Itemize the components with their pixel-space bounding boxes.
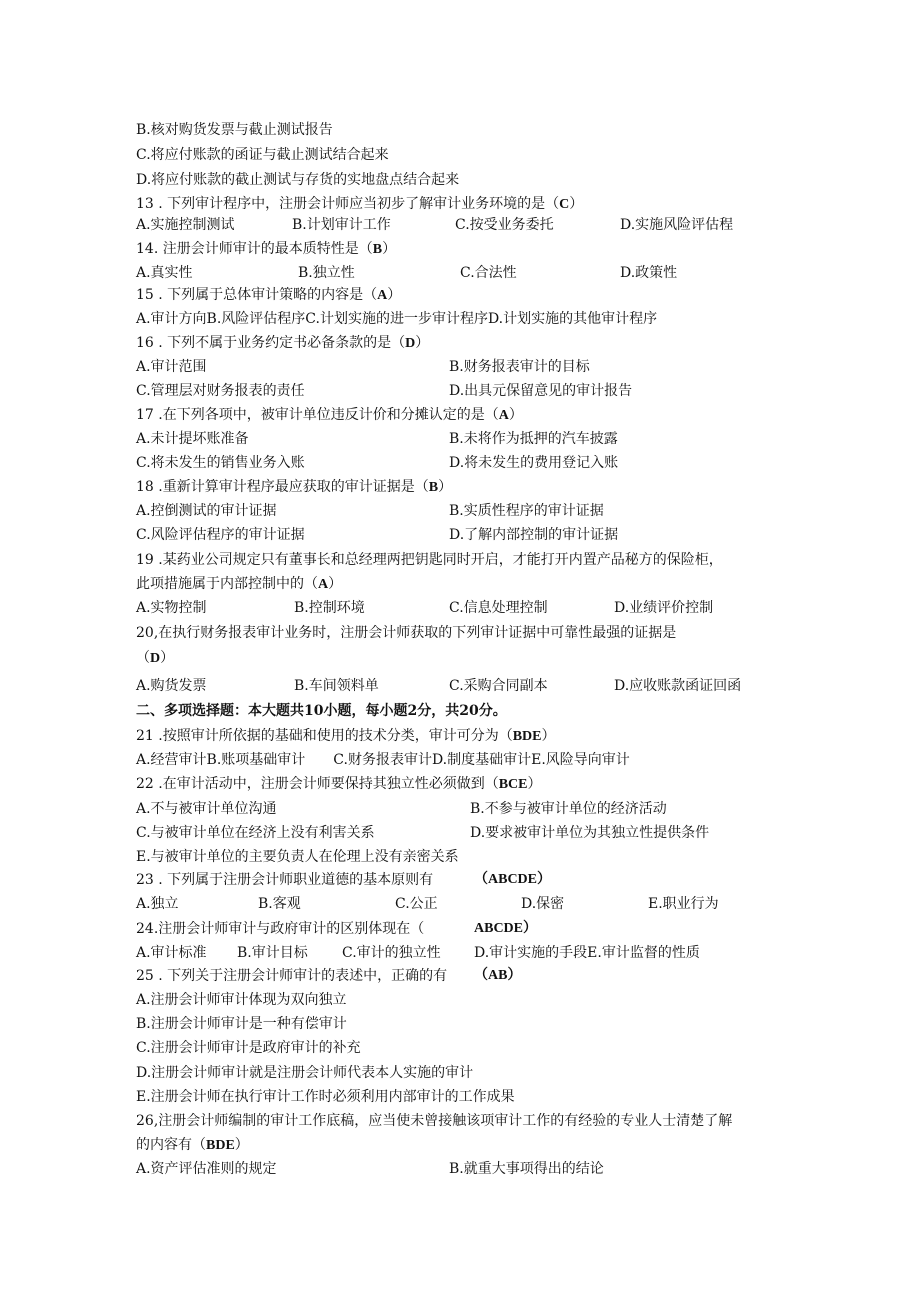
- q26-stem-line2: 的内容有（BDE）: [136, 1137, 249, 1153]
- q24-option-b: B.审计目标: [237, 945, 308, 961]
- q20-answer: D: [150, 651, 161, 666]
- q17-option-a: A.未计提坏账准备: [136, 431, 249, 447]
- q16-stem: 16 . 下列不属于业务约定书必备条款的是（D）: [136, 335, 430, 351]
- q18-option-d: D.了解内部控制的审计证据: [449, 527, 619, 543]
- q25-option-d: D.注册会计师审计就是注册会计师代表本人实施的审计: [136, 1065, 474, 1081]
- q17-stem: 17 .在下列各项中，被审计单位违反计价和分摊认定的是（A）: [136, 407, 523, 423]
- q14-answer: B: [372, 242, 383, 257]
- q22-option-e: E.与被审计单位的主要负责人在伦理上没有亲密关系: [136, 849, 459, 865]
- q20-answer-line: （D）: [136, 650, 175, 666]
- q19-option-b: B.控制环境: [294, 600, 365, 616]
- q15-stem: 15 . 下列属于总体审计策略的内容是（A）: [136, 287, 402, 303]
- q25-answer: （AB）: [474, 968, 522, 983]
- q24-option-d: D.审计实施的手段E.审计监督的性质: [474, 945, 700, 961]
- q22-option-a: A.不与被审计单位沟通: [136, 801, 277, 817]
- q12-option-d: D.将应付账款的截止测试与存货的实地盘点结合起来: [136, 172, 460, 188]
- q14-option-c: C.合法性: [460, 265, 517, 281]
- q26-answer: BDE: [206, 1138, 235, 1153]
- q17-option-b: B.未将作为抵押的汽车披露: [449, 431, 618, 447]
- q13-answer: C: [559, 197, 570, 212]
- q23-option-a: A.独立: [136, 896, 179, 912]
- q18-stem: 18 .重新计算审计程序最应获取的审计证据是（B）: [136, 479, 453, 495]
- q18-option-c: C.风险评估程序的审计证据: [136, 527, 305, 543]
- q16-answer: D: [405, 336, 416, 351]
- q17-option-d: D.将未发生的费用登记入账: [449, 455, 619, 471]
- q18-option-a: A.控倒测试的审计证据: [136, 503, 277, 519]
- q23-option-b: B.客观: [258, 896, 301, 912]
- q18-answer: B: [428, 480, 439, 495]
- q13-option-d: D.实施风险评估程: [620, 217, 734, 233]
- section-heading-multiple-choice: 二、多项选择题：本大题共10小题，每小题2分，共20分。: [136, 703, 507, 719]
- q23-answer: （ABCDE）: [474, 872, 552, 887]
- q19-option-c: C.信息处理控制: [449, 600, 548, 616]
- q13-option-c: C.按受业务委托: [455, 217, 554, 233]
- q16-option-a: A.审计范围: [136, 359, 207, 375]
- q16-option-d: D.出具元保留意见的审计报告: [449, 383, 633, 399]
- q26-stem-line1: 26,注册会计师编制的审计工作底稿，应当使未曾接触该项审计工作的有经验的专业人士清楚了解: [136, 1113, 733, 1129]
- q16-option-b: B.财务报表审计的目标: [449, 359, 590, 375]
- q19-option-a: A.实物控制: [136, 600, 207, 616]
- q19-stem-line2: 此项措施属于内部控制中的（A）: [136, 576, 343, 592]
- q18-option-b: B.实质性程序的审计证据: [449, 503, 604, 519]
- q14-stem: 14. 注册会计师审计的最本质特性是（B）: [136, 241, 397, 257]
- q19-option-d: D.业绩评价控制: [614, 600, 714, 616]
- q13-stem: 13 . 下列审计程序中，注册会计师应当初步了解审计业务环境的是（C）: [136, 196, 584, 212]
- q22-option-b: B.不参与被审计单位的经济活动: [470, 801, 667, 817]
- q13-option-a: A.实施控制测试: [136, 217, 235, 233]
- q20-option-a: A.购货发票: [136, 678, 207, 694]
- q22-stem: 22 .在审计活动中，注册会计师要保持其独立性必须做到（BCE）: [136, 776, 542, 792]
- q20-stem: 20,在执行财务报表审计业务时，注册会计师获取的下列审计证据中可靠性最强的证据是: [136, 625, 677, 641]
- q12-option-c: C.将应付账款的函证与截止测试结合起来: [136, 147, 389, 163]
- q25-option-c: C.注册会计师审计是政府审计的补充: [136, 1040, 361, 1056]
- q13-option-b: B.计划审计工作: [292, 217, 391, 233]
- q20-option-d: D.应收账款函证回函: [614, 678, 742, 694]
- q25-stem: 25 . 下列关于注册会计师审计的表述中，正确的有: [136, 968, 448, 984]
- q15-options: A.审计方向B.风险评估程序C.计划实施的进一步审计程序D.计划实施的其他审计程序: [136, 311, 658, 327]
- q25-option-a: A.注册会计师审计体现为双向独立: [136, 992, 347, 1008]
- q20-option-c: C.采购合同副本: [449, 678, 548, 694]
- q23-option-d: D.保密: [521, 896, 565, 912]
- q21-options: A.经营审计B.账项基础审计 C.财务报表审计D.制度基础审计E.风险导向审计: [136, 752, 630, 768]
- q24-option-c: C.审计的独立性: [342, 945, 441, 961]
- q25-option-e: E.注册会计师在执行审计工作时必须利用内部审计的工作成果: [136, 1089, 515, 1105]
- q25-option-b: B.注册会计师审计是一种有偿审计: [136, 1016, 347, 1032]
- q23-option-c: C.公正: [395, 896, 438, 912]
- q24-answer: ABCDE）: [474, 921, 538, 936]
- q17-option-c: C.将未发生的销售业务入账: [136, 455, 305, 471]
- q14-option-a: A.真实性: [136, 265, 193, 281]
- q22-option-d: D.要求被审计单位为其独立性提供条件: [470, 825, 710, 841]
- q21-answer: BDE: [512, 729, 542, 744]
- q22-option-c: C.与被审计单位在经济上没有利害关系: [136, 825, 375, 841]
- q21-stem: 21 .按照审计所依据的基础和使用的技术分类，审计可分为（BDE）: [136, 728, 556, 744]
- q20-option-b: B.车间领料单: [294, 678, 379, 694]
- q17-answer: A: [498, 408, 509, 423]
- q14-option-b: B.独立性: [298, 265, 355, 281]
- q19-answer: A: [318, 577, 329, 592]
- q12-option-b: B.核对购货发票与截止测试报告: [136, 122, 333, 138]
- q15-answer: A: [377, 288, 388, 303]
- q26-option-b: B.就重大事项得出的结论: [449, 1161, 604, 1177]
- q16-option-c: C.管理层对财务报表的责任: [136, 383, 305, 399]
- q19-stem-line1: 19 .某药业公司规定只有董事长和总经理两把钥匙同时开启，才能打开内置产品秘方的保险柜，: [136, 552, 723, 568]
- q22-answer: BCE: [498, 777, 528, 792]
- q26-option-a: A.资产评估准则的规定: [136, 1161, 277, 1177]
- q23-option-e: E.职业行为: [648, 896, 719, 912]
- q14-option-d: D.政策性: [620, 265, 678, 281]
- q24-stem: 24.注册会计师审计与政府审计的区别体现在（: [136, 921, 425, 937]
- q24-option-a: A.审计标准: [136, 945, 207, 961]
- q23-stem: 23 . 下列属于注册会计师职业道德的基本原则有: [136, 872, 434, 888]
